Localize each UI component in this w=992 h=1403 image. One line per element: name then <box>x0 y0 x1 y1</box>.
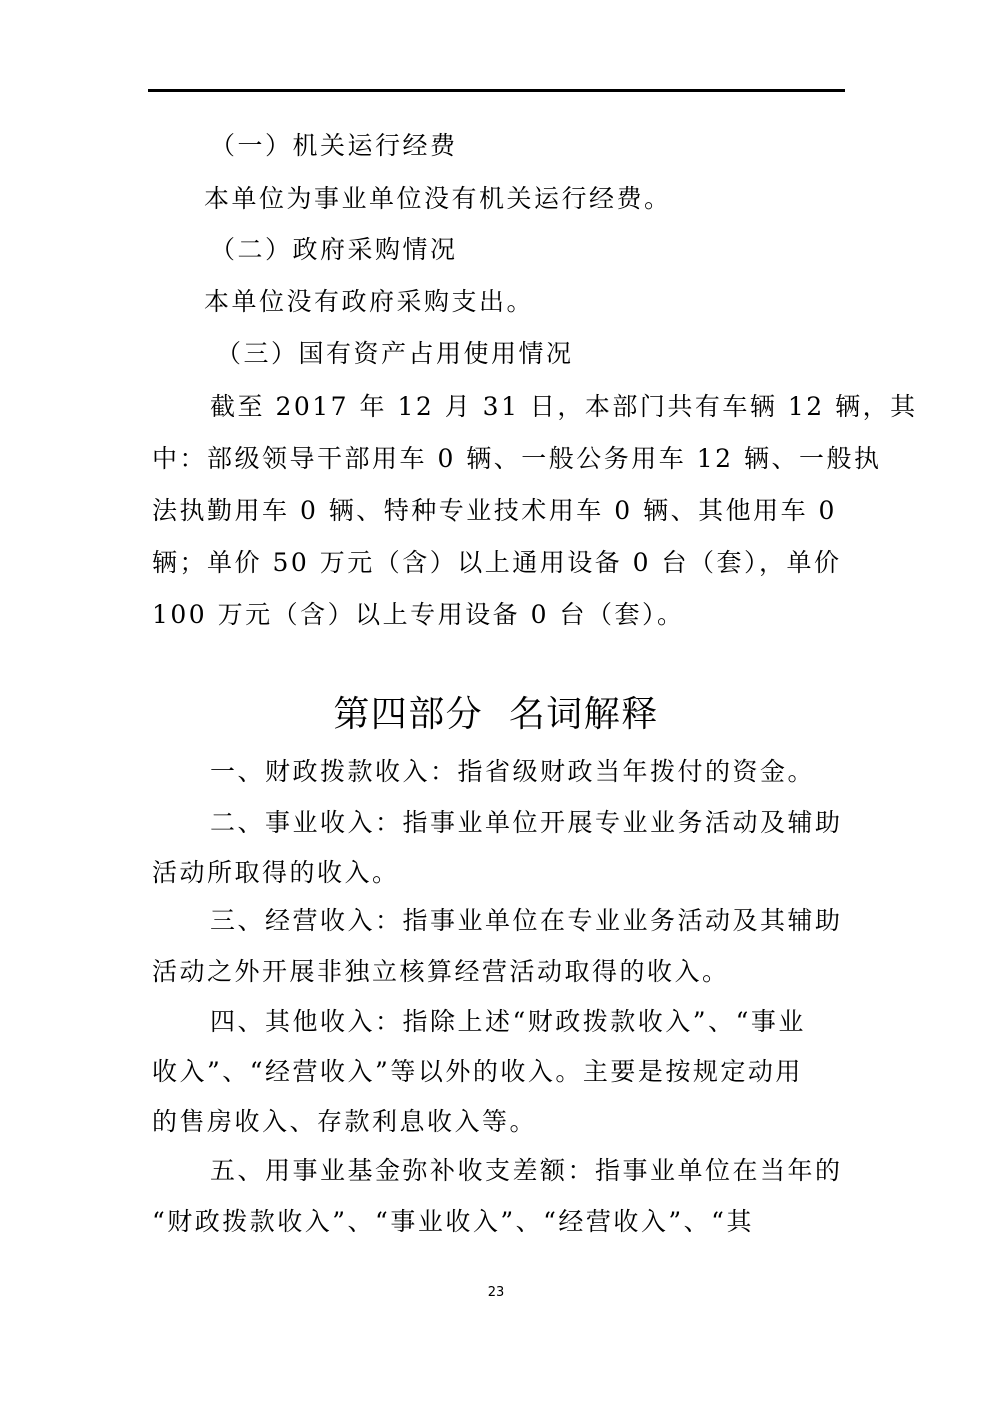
page-number: 23 <box>487 1285 505 1300</box>
term-line: 三、经营收入：指事业单位在专业业务活动及其辅助 <box>210 906 843 935</box>
subheading-operating-expenses: （一）机关运行经费 <box>210 131 458 160</box>
term-line: 收入”、“经营收入”等以外的收入。主要是按规定动用 <box>152 1057 803 1086</box>
term-line: 活动所取得的收入。 <box>152 858 400 887</box>
paragraph-line: 辆；单价 50 万元（含）以上通用设备 0 台（套），单价 <box>152 548 842 577</box>
paragraph-line: 中：部级领导干部用车 0 辆、一般公务用车 12 辆、一般执 <box>152 444 882 473</box>
paragraph-line: 法执勤用车 0 辆、特种专业技术用车 0 辆、其他用车 0 <box>152 496 837 525</box>
subheading-procurement: （二）政府采购情况 <box>210 235 458 264</box>
term-line: 四、其他收入：指除上述“财政拨款收入”、“事业 <box>210 1007 806 1036</box>
section-title: 第四部分 名词解释 <box>333 694 659 735</box>
paragraph-line: 本单位没有政府采购支出。 <box>204 287 535 316</box>
term-line: 活动之外开展非独立核算经营活动取得的收入。 <box>152 957 730 986</box>
term-line: 的售房收入、存款利息收入等。 <box>152 1107 538 1136</box>
subheading-state-assets: （三）国有资产占用使用情况 <box>216 339 574 368</box>
term-line: “财政拨款收入”、“事业收入”、“经营收入”、“其 <box>152 1207 754 1236</box>
term-line: 五、用事业基金弥补收支差额：指事业单位在当年的 <box>210 1156 843 1185</box>
paragraph-line: 100 万元（含）以上专用设备 0 台（套）。 <box>152 600 685 629</box>
paragraph-line: 截至 2017 年 12 月 31 日，本部门共有车辆 12 辆，其 <box>210 392 918 421</box>
header-rule <box>148 89 845 92</box>
term-line: 二、事业收入：指事业单位开展专业业务活动及辅助 <box>210 808 843 837</box>
paragraph-line: 本单位为事业单位没有机关运行经费。 <box>204 184 672 213</box>
term-line: 一、财政拨款收入：指省级财政当年拨付的资金。 <box>210 757 816 786</box>
